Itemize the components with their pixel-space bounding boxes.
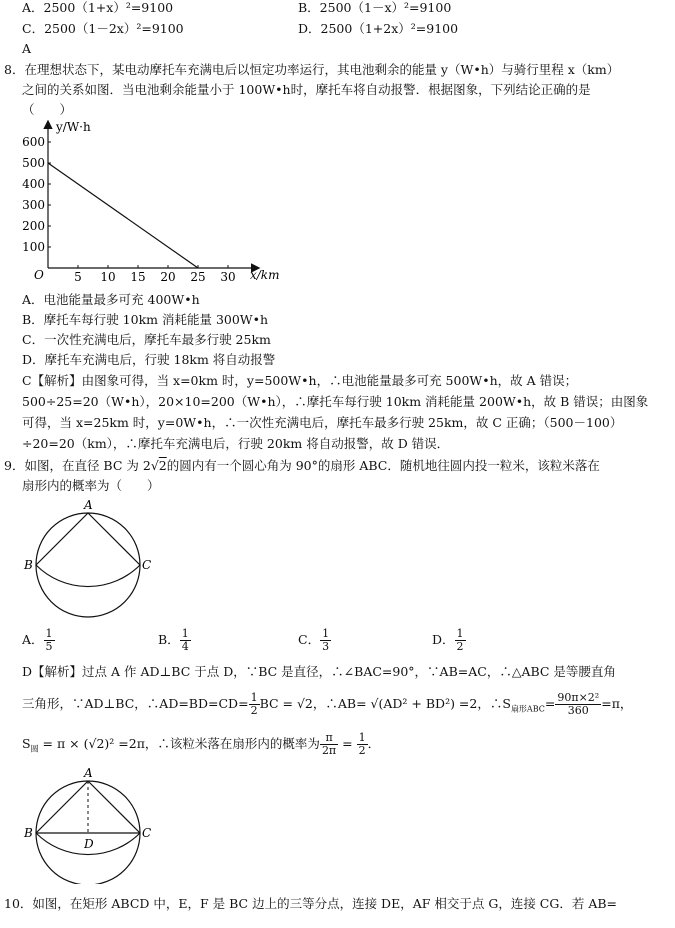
q9-option-c: C． $\frac{1}{3}$ <box>298 627 330 653</box>
q7-option-b: B．2500（1－x）²=9100 <box>298 0 452 15</box>
q8-option-d: D．摩托车充满电后，行驶 18km 将自动报警 <box>22 352 276 367</box>
point-c-label: C <box>142 558 152 572</box>
q9-stem-line1: 9．如图，在直径 BC 为 2√2的圆内有一个圆心角为 90°的扇形 ABC．随机地往圆内投一粒米，该粒米落在 <box>4 458 600 473</box>
origin-label: O <box>34 268 44 282</box>
q9-analysis-line3: $S_圆 = \pi \times (√2)^2 =2\pi$，∴该粒米落在扇形内的概率为 $\frac{\pi}{2\pi}$ = $\frac{1}{2}$ ． <box>22 731 381 757</box>
q7-option-d: D．2500（1+2x）²=9100 <box>298 21 459 36</box>
y-tick-label: 100 <box>22 240 45 254</box>
q7-answer: A <box>22 41 32 56</box>
y-tick-label: 200 <box>22 219 45 233</box>
q8-analysis-line1: C【解析】由图象可得，当 x=0km 时，y=500W•h，∴电池能量最多可充 500W•h，故 A 错误； <box>22 373 578 388</box>
y-axis-label: y/W·h <box>56 120 91 134</box>
q8-energy-chart <box>20 118 290 290</box>
q10-stem-line1: 10．如图，在矩形 ABCD 中，E，F 是 BC 边上的三等分点，连接 DE，AF 相交于点 G，连接 CG．若 AB= <box>4 896 618 911</box>
point-b-label: B <box>24 558 33 572</box>
x-tick-label: 5 <box>74 270 82 284</box>
q8-option-a: A．电池能量最多可充 400W•h <box>22 292 200 307</box>
x-tick-label: 20 <box>160 270 176 284</box>
q8-analysis-line2: 500÷25=20（W•h），20×10=200（W•h），∴摩托车每行驶 10km 消耗能量 200W•h，故 B 错误；由图象 <box>22 394 649 409</box>
point-c-label: C <box>142 826 152 840</box>
q9-option-a: A． $\frac{1}{5}$ <box>22 627 53 653</box>
x-tick-label: 30 <box>220 270 236 284</box>
x-tick-label: 10 <box>100 270 116 284</box>
point-d-label: D <box>84 837 94 851</box>
q8-option-b: B．摩托车每行驶 10km 消耗能量 300W•h <box>22 312 269 327</box>
q9-option-b: B． $\frac{1}{4}$ <box>158 627 189 653</box>
point-a-label: A <box>84 498 93 512</box>
q8-option-c: C．一次性充满电后，摩托车最多行驶 25km <box>22 332 271 347</box>
q7-option-c: C．2500（1－2x）²=9100 <box>22 21 184 36</box>
y-tick-label: 400 <box>22 177 45 191</box>
q9-stem-line2: 扇形内的概率为（ ） <box>22 478 160 493</box>
point-b-label: B <box>24 826 33 840</box>
series-line <box>48 163 198 268</box>
q9-figure-circle-altitude <box>18 766 158 884</box>
q8-analysis-line3: 可得，当 x=25km 时，y=0W•h，∴一次性充满电后，摩托车最多行驶 25km，故 C 正确；（500－100） <box>22 415 623 430</box>
q7-option-a: A．2500（1+x）²=9100 <box>22 0 174 15</box>
q9-option-d: D． $\frac{1}{2}$ <box>432 627 464 653</box>
y-tick-label: 300 <box>22 198 45 212</box>
q9-analysis-line1: D【解析】过点 A 作 AD⊥BC 于点 D，∵BC 是直径，∴∠BAC=90°，∵AB=AC，∴△ABC 是等腰直角 <box>22 664 616 679</box>
q8-analysis-line4: ÷20=20（km），∴摩托车充满电后，行驶 20km 将自动报警，故 D 错误． <box>22 436 450 451</box>
y-tick-label: 600 <box>22 135 45 149</box>
q8-stem-line1: 8．在理想状态下，某电动摩托车充满电后以恒定功率运行，其电池剩余的能量 y（W•h）与骑行里程 x（km） <box>4 62 620 77</box>
point-a-label: A <box>84 766 93 780</box>
sqrt-symbol: √ <box>150 458 159 473</box>
x-tick-label: 15 <box>130 270 146 284</box>
x-axis-label: x/km <box>250 268 280 282</box>
q9-figure-circle-sector <box>18 494 158 634</box>
q8-stem-line3: （ ） <box>22 102 73 117</box>
q9-analysis-line2: 三角形，∵AD⊥BC，∴AD=BD=CD= $\frac{1}{2}$ BC = √2，∴AB= √(AD² + BD²) =2，$\therefore S_{扇形ABC}=$ $\frac{\text{90π×2²}}{360}$ =π， <box>22 691 633 717</box>
x-tick-label: 25 <box>190 270 206 284</box>
q8-stem-line2: 之间的关系如图．当电池剩余能量小于 100W•h时，摩托车将自动报警．根据图象，下列结论正确的是 <box>22 82 591 97</box>
y-tick-label: 500 <box>22 156 45 170</box>
